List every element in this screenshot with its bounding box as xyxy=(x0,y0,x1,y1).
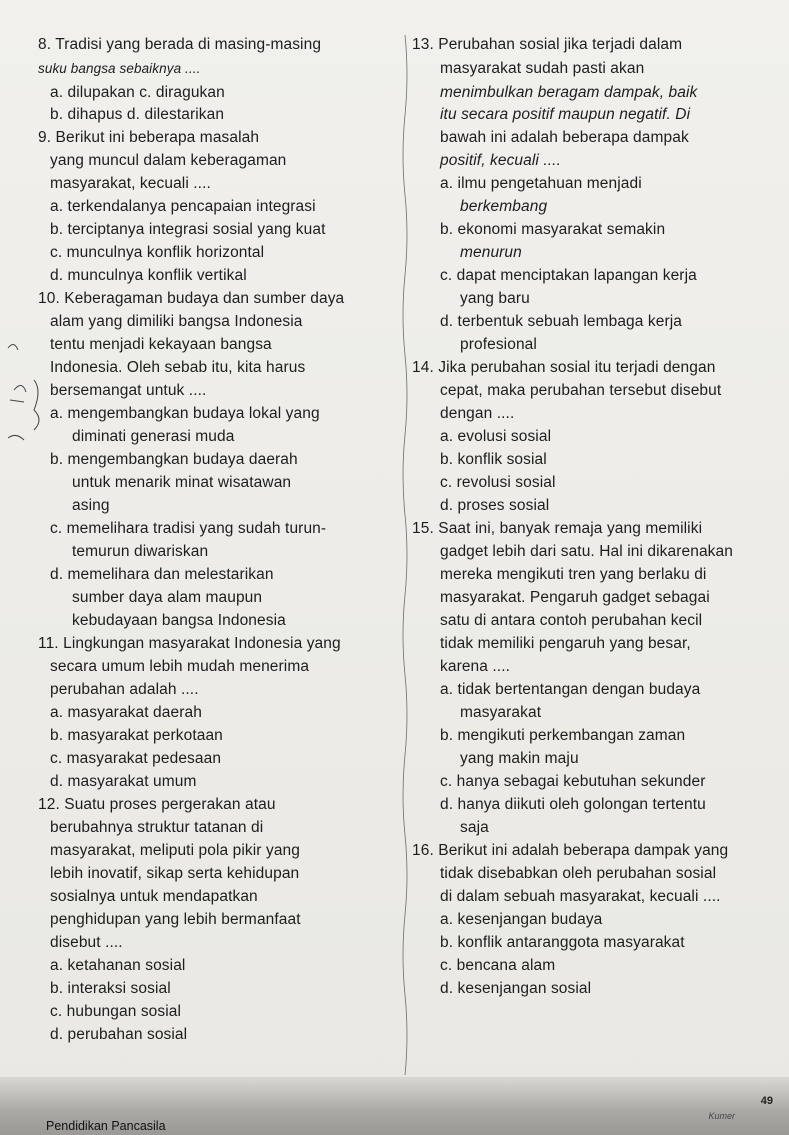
left-column-line: asing xyxy=(72,497,110,514)
left-column-line: b. interaksi sosial xyxy=(50,980,171,997)
right-column-line: b. konflik sosial xyxy=(440,451,547,468)
left-column-line: bersemangat untuk .... xyxy=(50,382,207,399)
left-column-line: masyarakat, kecuali .... xyxy=(50,175,211,192)
right-column-line: c. revolusi sosial xyxy=(440,474,556,491)
left-column-line: d. perubahan sosial xyxy=(50,1026,188,1043)
left-column-line: a. ketahanan sosial xyxy=(50,957,186,974)
left-column-line: penghidupan yang lebih bermanfaat xyxy=(50,911,301,928)
right-column-line: tidak memiliki pengaruh yang besar, xyxy=(440,635,691,652)
left-column-line: alam yang dimiliki bangsa Indonesia xyxy=(50,313,303,330)
left-column-line: b. masyarakat perkotaan xyxy=(50,727,223,744)
left-column-line: sumber daya alam maupun xyxy=(72,589,263,606)
right-column-line: d. kesenjangan sosial xyxy=(440,980,592,997)
right-column-line: cepat, maka perubahan tersebut disebut xyxy=(440,382,722,399)
right-column-line: b. ekonomi masyarakat semakin xyxy=(440,221,666,238)
right-column-line: c. dapat menciptakan lapangan kerja xyxy=(440,267,697,284)
left-column-line: temurun diwariskan xyxy=(72,543,209,560)
left-column-line: b. terciptanya integrasi sosial yang kuat xyxy=(50,221,326,238)
footer-kumer: Kumer xyxy=(708,1111,735,1121)
right-column-line: d. proses sosial xyxy=(440,497,550,514)
right-column-line: masyarakat. Pengaruh gadget sebagai xyxy=(440,589,710,606)
right-column-line: dengan .... xyxy=(440,405,515,422)
left-column-line: 8. Tradisi yang berada di masing-masing xyxy=(38,36,322,53)
right-column-line: itu secara positif maupun negatif. Di xyxy=(440,106,691,123)
left-column-line: diminati generasi muda xyxy=(72,428,235,445)
page-number: 49 xyxy=(760,1095,773,1107)
left-column-line: tentu menjadi kekayaan bangsa xyxy=(50,336,272,353)
left-column-line: sosialnya untuk mendapatkan xyxy=(50,888,258,905)
right-column-line: di dalam sebuah masyarakat, kecuali .... xyxy=(440,888,721,905)
left-column-line: 12. Suatu proses pergerakan atau xyxy=(38,796,276,813)
left-column-line: perubahan adalah .... xyxy=(50,681,199,698)
right-column-line: b. mengikuti perkembangan zaman xyxy=(440,727,686,744)
right-column-line: a. tidak bertentangan dengan budaya xyxy=(440,681,701,698)
left-column-line: c. munculnya konflik horizontal xyxy=(50,244,265,261)
left-column-line: untuk menarik minat wisatawan xyxy=(72,474,292,491)
right-column-line: menimbulkan beragam dampak, baik xyxy=(440,84,698,101)
left-column-line: b. mengembangkan budaya daerah xyxy=(50,451,298,468)
left-column-line: 10. Keberagaman budaya dan sumber daya xyxy=(38,290,345,307)
right-column-line: yang baru xyxy=(460,290,530,307)
left-column-line: yang muncul dalam keberagaman xyxy=(50,152,287,169)
right-column-line: menurun xyxy=(460,244,522,261)
left-column-line: c. hubungan sosial xyxy=(50,1003,182,1020)
right-column-line: masyarakat sudah pasti akan xyxy=(440,60,645,77)
right-column-line: c. bencana alam xyxy=(440,957,556,974)
left-column-line: a. dilupakan c. diragukan xyxy=(50,84,225,101)
right-column-line: berkembang xyxy=(460,198,548,215)
left-column-line: berubahnya struktur tatanan di xyxy=(50,819,264,836)
right-column-line: saja xyxy=(460,819,489,836)
left-column-line: kebudayaan bangsa Indonesia xyxy=(72,612,286,629)
left-column-line: 9. Berikut ini beberapa masalah xyxy=(38,129,260,146)
right-column-line: masyarakat xyxy=(460,704,542,721)
right-column-line: a. ilmu pengetahuan menjadi xyxy=(440,175,642,192)
left-column-line: c. masyarakat pedesaan xyxy=(50,750,222,767)
right-column-line: 16. Berikut ini adalah beberapa dampak yang xyxy=(412,842,729,859)
right-column-line: d. terbentuk sebuah lembaga kerja xyxy=(440,313,682,330)
left-column-line: masyarakat, meliputi pola pikir yang xyxy=(50,842,300,859)
left-column-line: Indonesia. Oleh sebab itu, kita harus xyxy=(50,359,306,376)
book-title: Pendidikan Pancasila xyxy=(46,1119,166,1133)
right-column-line: gadget lebih dari satu. Hal ini dikarenakan xyxy=(440,543,733,560)
left-column-line: a. mengembangkan budaya lokal yang xyxy=(50,405,320,422)
right-column-line: a. evolusi sosial xyxy=(440,428,552,445)
right-column-line: 13. Perubahan sosial jika terjadi dalam xyxy=(412,36,683,53)
right-column-line: b. konflik antaranggota masyarakat xyxy=(440,934,685,951)
right-column-line: profesional xyxy=(460,336,537,353)
right-column-line: karena .... xyxy=(440,658,511,675)
left-column-line: suku bangsa sebaiknya .... xyxy=(38,61,201,76)
column-divider xyxy=(398,35,412,1075)
right-column-line: tidak disebabkan oleh perubahan sosial xyxy=(440,865,717,882)
left-column-line: secara umum lebih mudah menerima xyxy=(50,658,310,675)
handwritten-marks xyxy=(4,320,44,460)
right-column-line: c. hanya sebagai kebutuhan sekunder xyxy=(440,773,706,790)
left-column-line: c. memelihara tradisi yang sudah turun- xyxy=(50,520,327,537)
right-column-line: 15. Saat ini, banyak remaja yang memiliki xyxy=(412,520,703,537)
left-column-line: d. memelihara dan melestarikan xyxy=(50,566,274,583)
left-column-line: d. masyarakat umum xyxy=(50,773,197,790)
left-column-line: 11. Lingkungan masyarakat Indonesia yang xyxy=(38,635,341,652)
right-column-line: a. kesenjangan budaya xyxy=(440,911,603,928)
right-column-line: d. hanya diikuti oleh golongan tertentu xyxy=(440,796,706,813)
left-column-line: disebut .... xyxy=(50,934,123,951)
right-column-line: mereka mengikuti tren yang berlaku di xyxy=(440,566,707,583)
left-column-line: a. terkendalanya pencapaian integrasi xyxy=(50,198,316,215)
left-column-line: d. munculnya konflik vertikal xyxy=(50,267,247,284)
right-column-line: yang makin maju xyxy=(460,750,579,767)
left-column-line: b. dihapus d. dilestarikan xyxy=(50,106,225,123)
left-column-line: lebih inovatif, sikap serta kehidupan xyxy=(50,865,300,882)
right-column-line: satu di antara contoh perubahan kecil xyxy=(440,612,703,629)
right-column-line: bawah ini adalah beberapa dampak xyxy=(440,129,689,146)
right-column-line: 14. Jika perubahan sosial itu terjadi dengan xyxy=(412,359,716,376)
left-column-line: a. masyarakat daerah xyxy=(50,704,202,721)
right-column-line: positif, kecuali .... xyxy=(440,152,561,169)
